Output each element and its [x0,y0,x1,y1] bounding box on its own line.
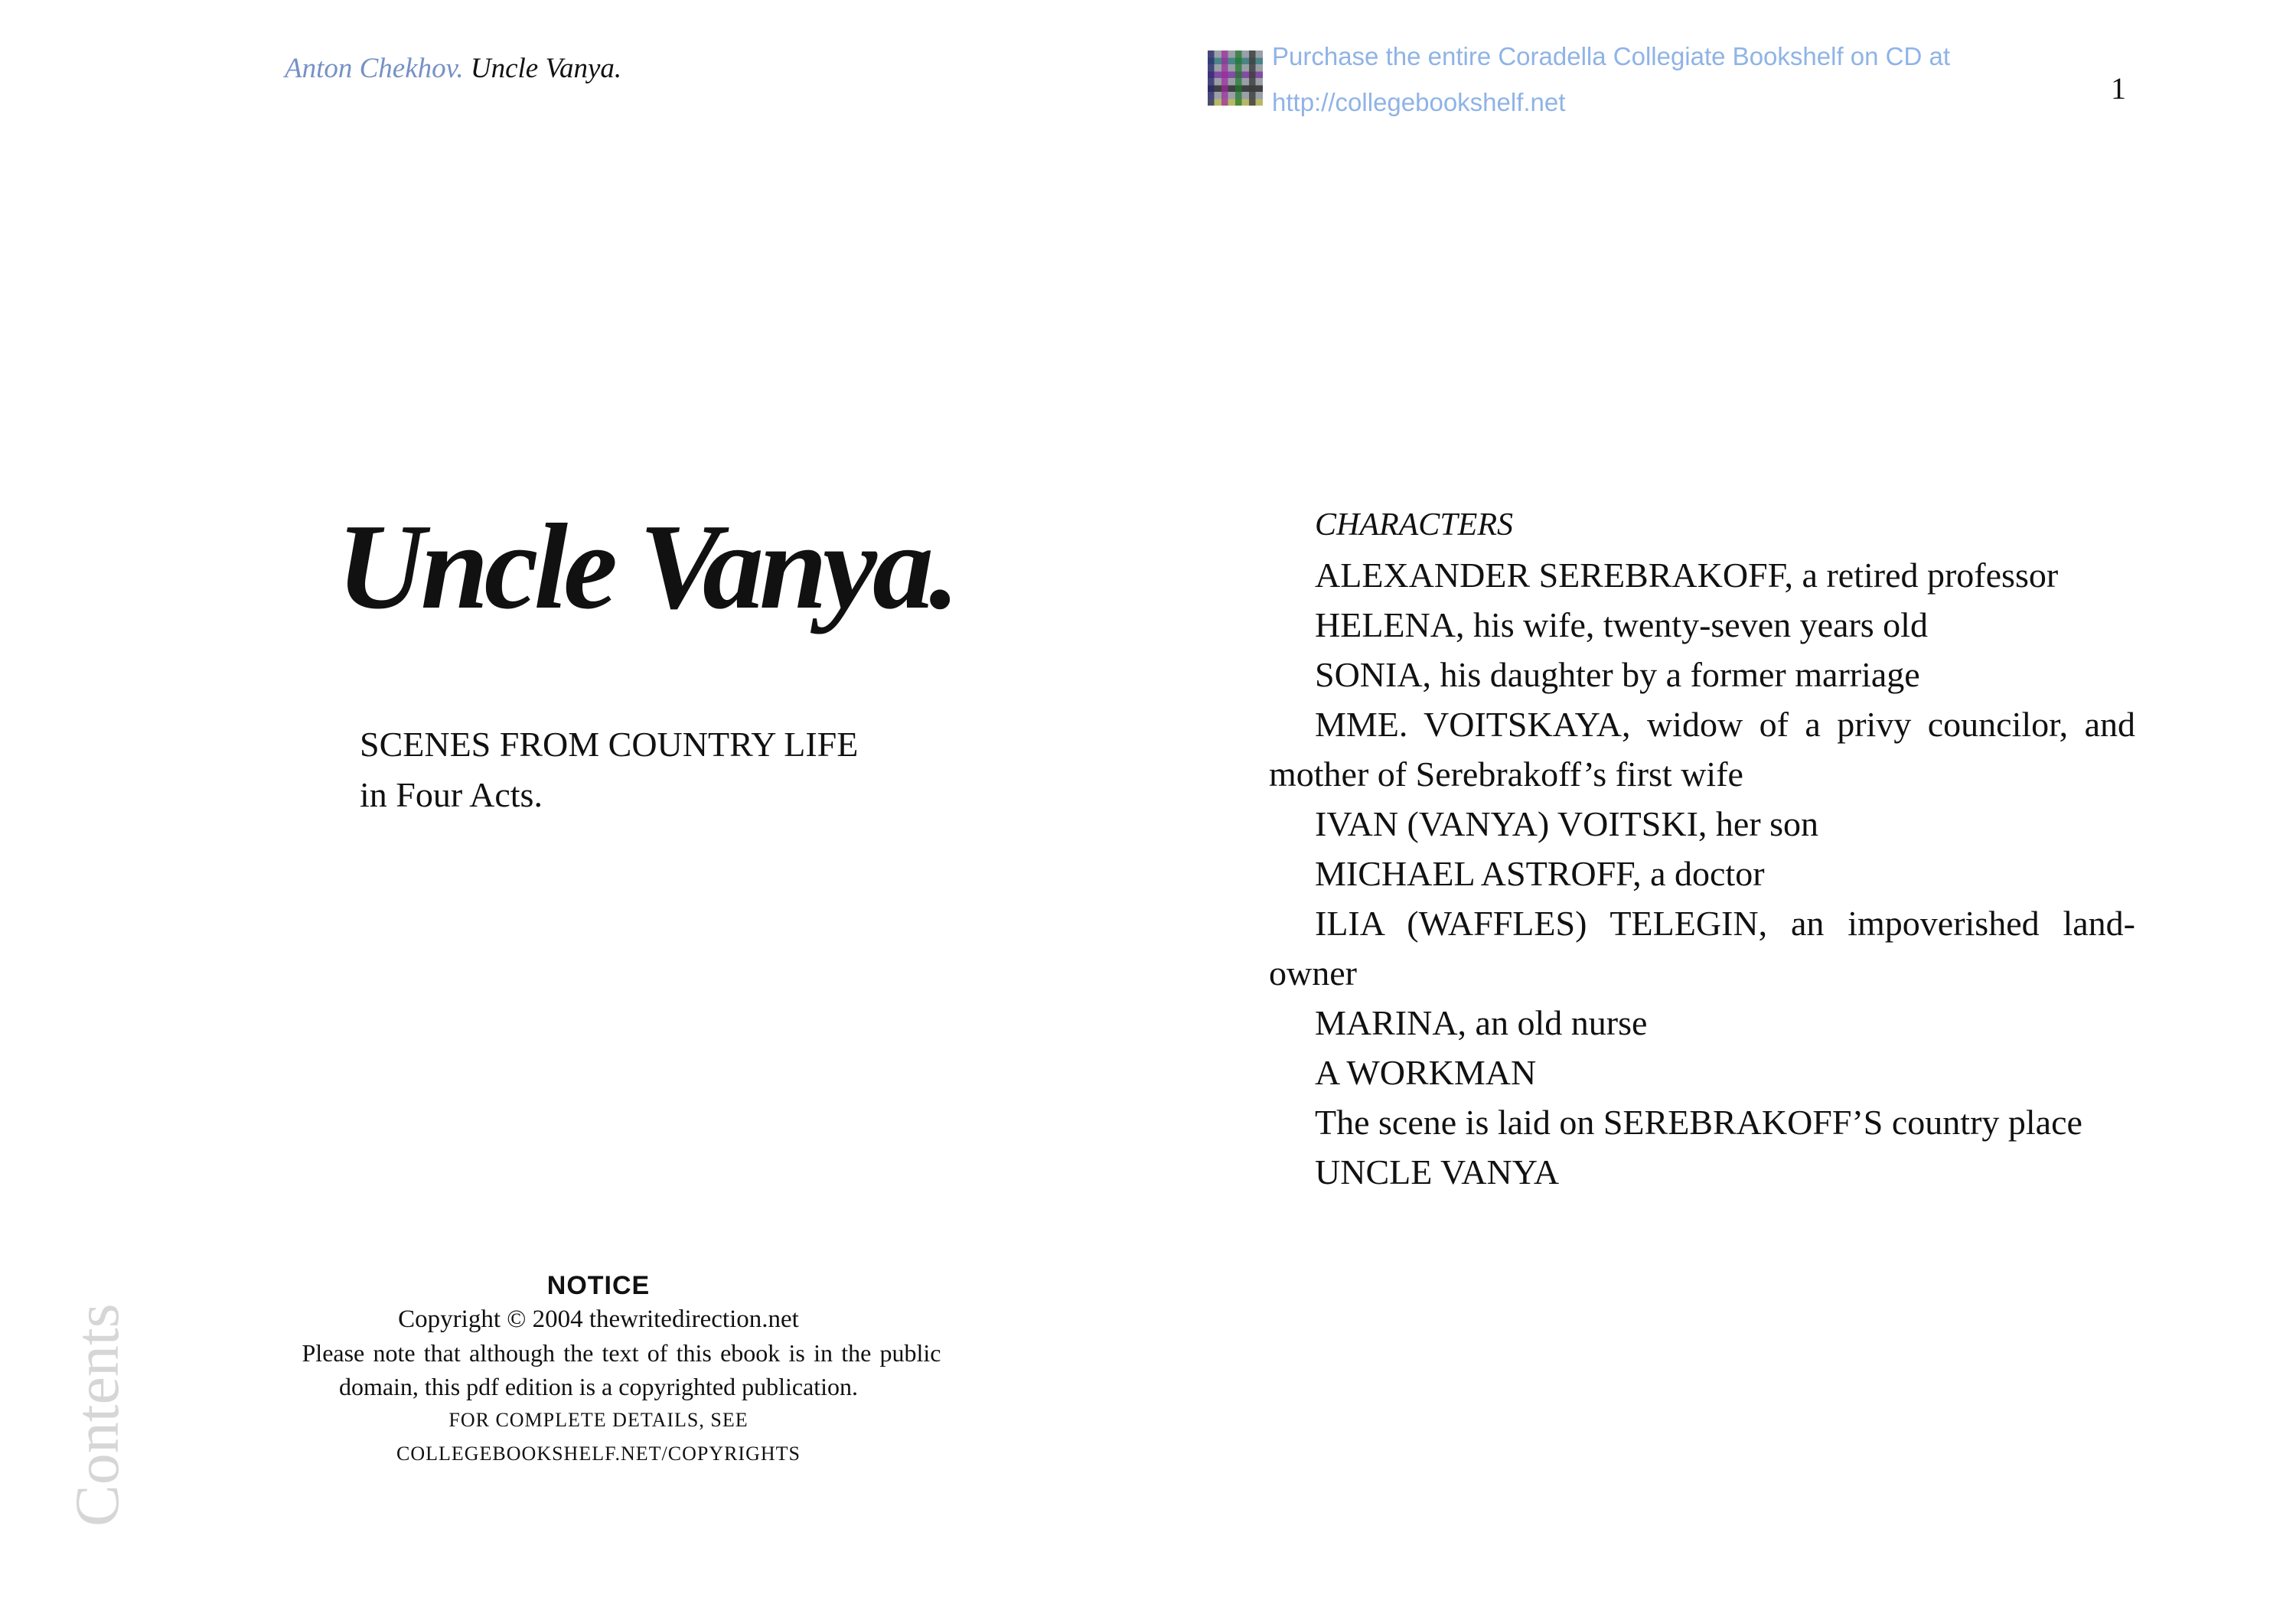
subtitle-line: SCENES FROM COUNTRY LIFE [360,725,859,764]
notice-body: Please note that although the text of this ebook is in the public domain, this pdf edition is a copyrighted publication. [302,1339,941,1400]
subtitle [360,719,858,820]
character-entry: MARINA, an old nurse [1315,1003,1648,1042]
character-entry: A WORKMAN [1315,1053,1537,1092]
promo-link[interactable] [1272,34,1950,125]
character-entry: ILIA (WAFFLES) TELEGIN, an impoverished land-owner [1269,904,2135,993]
character-entry: ALEXANDER SEREBRAKOFF, a retired professor [1315,556,2059,595]
copyright-line: Copyright © 2004 thewritedirection.net [398,1305,799,1333]
notice-details-url: COLLEGEBOOKSHELF.NET/COPYRIGHTS [396,1442,801,1465]
character-entry: MME. VOITSKAYA, widow of a privy councilor, and mother of Serebrakoff’s first wife [1269,705,2135,794]
page-number: 1 [2111,71,2126,106]
subtitle-line: in Four Acts. [360,775,543,814]
contents-tab[interactable]: Contents [62,1303,132,1527]
running-head [285,52,621,85]
notice-title: NOTICE [546,1271,651,1300]
copyright-notice [254,1269,943,1471]
character-entry: HELENA, his wife, twenty-seven years old [1315,605,1928,644]
work-title: Uncle Vanya. [470,53,622,84]
character-entry: UNCLE VANYA [1315,1152,1560,1191]
characters-heading: CHARACTERS [1315,507,1513,543]
character-entry: IVAN (VANYA) VOITSKI, her son [1315,804,1819,843]
character-entry: MICHAEL ASTROFF, a doctor [1315,854,1765,893]
promo-line-1[interactable]: Purchase the entire Coradella Collegiate Bookshelf on CD at [1272,42,1951,70]
book-title: Uncle Vanya. [337,498,955,634]
bookshelf-cd-icon[interactable] [1208,51,1263,106]
author-link[interactable]: Anton Chekhov. [285,53,464,84]
notice-details: FOR COMPLETE DETAILS, SEE [448,1409,748,1431]
promo-url[interactable]: http://collegebookshelf.net [1272,88,1566,116]
characters-list [1269,500,2135,1197]
character-entry: SONIA, his daughter by a former marriage [1315,655,1920,694]
scene-note: The scene is laid on SEREBRAKOFF’S country place [1315,1103,2082,1142]
